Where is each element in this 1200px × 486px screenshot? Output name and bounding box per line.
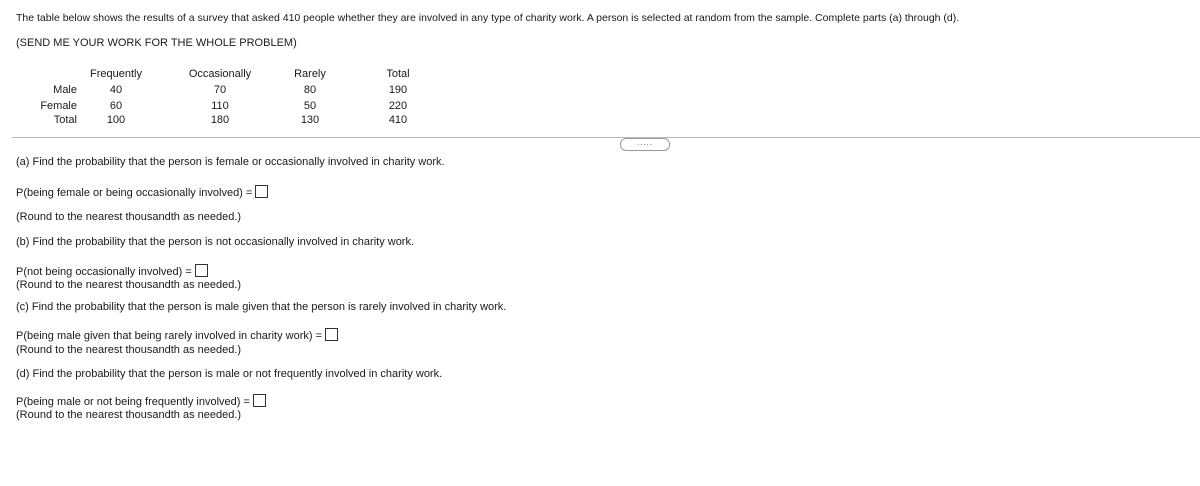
part-d-answer-input[interactable] bbox=[253, 394, 266, 407]
send-work-note: (SEND ME YOUR WORK FOR THE WHOLE PROBLEM) bbox=[16, 37, 297, 49]
cell-female-frequently: 60 bbox=[109, 100, 123, 112]
expand-more-button[interactable]: ..... bbox=[620, 138, 670, 151]
section-divider bbox=[12, 137, 1200, 138]
part-c-answer-row bbox=[16, 328, 338, 342]
part-c-answer-input[interactable] bbox=[325, 328, 338, 341]
part-a-answer-row bbox=[16, 185, 268, 199]
cell-female-occasionally: 110 bbox=[211, 100, 229, 112]
survey-table bbox=[28, 68, 448, 128]
part-d-answer-label: P(being male or not being frequently involved) = bbox=[16, 396, 250, 408]
cell-total-total: 410 bbox=[388, 114, 408, 126]
row-label-female: Female bbox=[40, 100, 77, 112]
cell-male-total: 190 bbox=[388, 84, 408, 96]
part-b-answer-input[interactable] bbox=[195, 264, 208, 277]
part-a-answer-label: P(being female or being occasionally involved) = bbox=[16, 187, 253, 199]
row-label-male: Male bbox=[53, 84, 77, 96]
part-b-question: (b) Find the probability that the person is not occasionally involved in charity work. bbox=[16, 236, 415, 248]
part-d-answer-row bbox=[16, 394, 266, 408]
part-c-answer-label: P(being male given that being rarely involved in charity work) = bbox=[16, 330, 323, 342]
cell-male-rarely: 80 bbox=[303, 84, 317, 96]
cell-male-frequently: 40 bbox=[109, 84, 123, 96]
cell-male-occasionally: 70 bbox=[213, 84, 227, 96]
part-a-answer-input[interactable] bbox=[255, 185, 268, 198]
cell-total-rarely: 130 bbox=[300, 114, 320, 126]
part-a-question: (a) Find the probability that the person is female or occasionally involved in charity work. bbox=[16, 156, 445, 168]
part-b-hint: (Round to the nearest thousandth as needed.) bbox=[16, 279, 242, 291]
part-c-question: (c) Find the probability that the person is male given that the person is rarely involved in charity work. bbox=[16, 301, 507, 313]
cell-female-rarely: 50 bbox=[303, 100, 317, 112]
cell-female-total: 220 bbox=[388, 100, 408, 112]
cell-total-occasionally: 180 bbox=[210, 114, 230, 126]
part-c-hint: (Round to the nearest thousandth as needed.) bbox=[16, 344, 242, 356]
row-label-total: Total bbox=[53, 114, 77, 126]
problem-intro: The table below shows the results of a survey that asked 410 people whether they are involved in any type of charity work. A person is selected at random from the sample. Complete parts (a) through (d). bbox=[16, 12, 960, 24]
part-b-answer-row bbox=[16, 264, 208, 278]
col-header-rarely: Rarely bbox=[294, 68, 326, 80]
part-d-question: (d) Find the probability that the person is male or not frequently involved in charity work. bbox=[16, 368, 443, 380]
part-b-answer-label: P(not being occasionally involved) = bbox=[16, 266, 192, 278]
part-a-hint: (Round to the nearest thousandth as needed.) bbox=[16, 211, 242, 223]
cell-total-frequently: 100 bbox=[106, 114, 126, 126]
col-header-frequently: Frequently bbox=[90, 68, 142, 80]
part-d-hint: (Round to the nearest thousandth as needed.) bbox=[16, 409, 242, 421]
col-header-occasionally: Occasionally bbox=[188, 68, 252, 80]
col-header-total: Total bbox=[386, 68, 410, 80]
